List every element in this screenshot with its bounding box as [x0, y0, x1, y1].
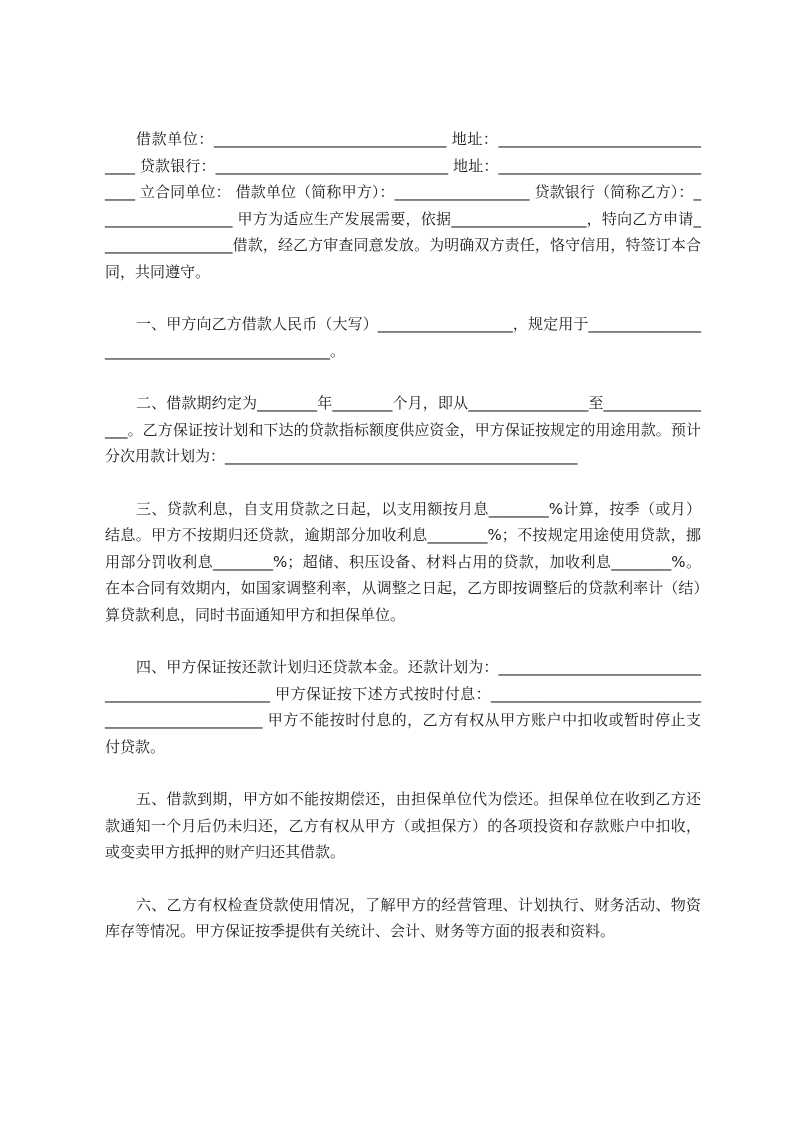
- clause-4-repayment: 四、甲方保证按还款计划归还贷款本金。还款计划为：_________________________________________________ 甲方保证按下述方式按时付息：_________________________________________________ 甲方不能按时付息的，乙方有权从甲方账户中扣收或暂时停止支付贷款。: [105, 658, 701, 756]
- contract-page: [105, 126, 701, 971]
- contract-preamble: 借款单位：_______________________________ 地址：_______________________________ 贷款银行：_______________________________ 地址：_______________________________ 立合同单位： 借款单位（简称甲方）：__________________ 贷款银行（简称乙方）：__________________ 甲方为适应生产发展需要，依据__________________，特向乙方申请__________________借款，经乙方审查同意发放。为明确双方责任，恪守信用，特签订本合同，共同遵守。: [105, 130, 701, 281]
- clause-6-inspection: 六、乙方有权检查贷款使用情况，了解甲方的经营管理、计划执行、财务活动、物资库存等情况。甲方保证按季提供有关统计、会计、财务等方面的报表和资料。: [105, 895, 701, 940]
- clause-3-interest: 三、贷款利息，自支用贷款之日起，以支用额按月息________%计算，按季（或月）结息。甲方不按期归还贷款，逾期部分加收利息________%；不按规定用途使用贷款，挪用部分罚收利息________%；超储、积压设备、材料占用的贷款，加收利息________%。 在本合同有效期内，如国家调整利率，从调整之日起，乙方即按调整后的贷款利率计（结）算贷款利息，同时书面通知甲方和担保单位。: [105, 499, 701, 624]
- clause-1-loan-amount: 一、甲方向乙方借款人民币（大写）__________________，规定用于_____________________________________________。: [105, 315, 701, 360]
- clause-2-loan-term: 二、借款期约定为________年________个月，即从________________至________________。乙方保证按计划和下达的贷款指标额度供应资金，甲方保证按规定的用途用款。预计分次用款计划为：_______________________________________________: [105, 394, 701, 465]
- clause-5-guarantee: 五、借款到期，甲方如不能按期偿还，由担保单位代为偿还。担保单位在收到乙方还款通知一个月后仍未归还，乙方有权从甲方（或担保方）的各项投资和存款账户中扣收，或变卖甲方抵押的财产归还其借款。: [105, 790, 701, 861]
